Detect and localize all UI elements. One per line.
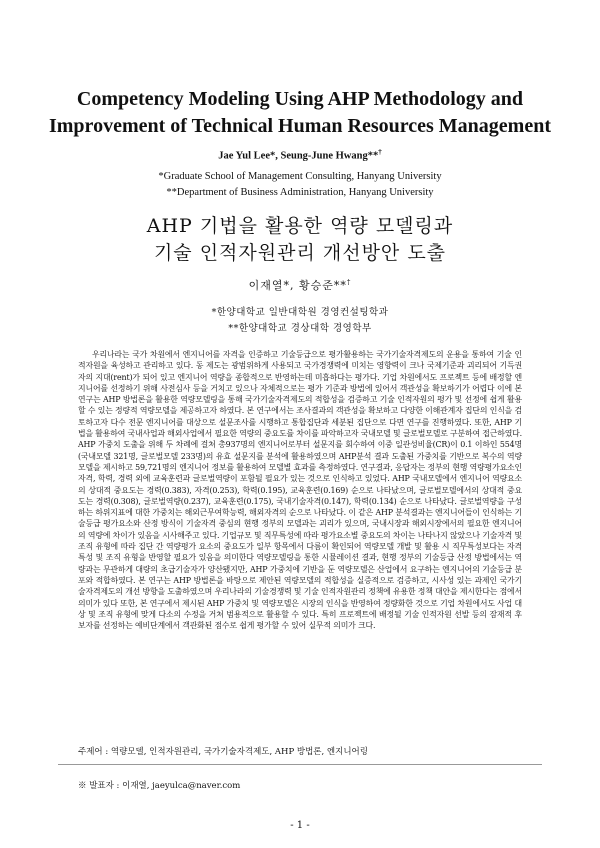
english-title-line-1: Competency Modeling Using AHP Methodology and: [76, 88, 524, 110]
presenter-label: ※ 발표자 :: [78, 781, 123, 791]
presenter-text: 이재열, jaeyulca@naver.com: [122, 781, 241, 791]
korean-title-line-1: AHP 기법을 활용한 역량 모델링과: [146, 215, 454, 237]
korean-authors-names: 이재열*, 황승준**: [248, 279, 347, 292]
english-title-line-2: Improvement of Technical Human Resources Management: [48, 115, 551, 137]
english-authors-names: Jae Yul Lee*, Seung-June Hwang**: [218, 150, 379, 162]
korean-title-line-2: 기술 인적자원관리 개선방안 도출: [153, 242, 447, 264]
korean-affiliation-2: **한양대학교 경상대학 경영학부: [228, 323, 372, 334]
abstract-body: 우리나라는 국가 차원에서 엔지니어를 자격을 인증하고 기술등급으로 평가활용하는 국가기술자격제도의 운용을 통하여 기술 인적자원을 육성하고 관리하고 있다. 동 제도는 광범위하게 사용되고 국가경쟁력에 미치는 영향력이 크나 국제기준과 괴리되어 기득권자의 지대(rent)가 되어 있고 엔지니어 역량을 종합적으로 반영하는데 미흡하다는 평가다. 기업 차원에서도 프로젝트 등에 배정할 엔지니어를 선정하기 위해 사전심사 등을 거치고 있으나 자체적으로는 평가 기준과 방법에 있어서 객관성을 확보하기가 어렵다 이에 본 연구는 AHP 방법론을 활용한 역량모델링을 통해 국가기술자격제도의 적합성을 검증하고 기술 인적자원의 평가 및 선정에 쉽게 활용할 수 있는 정량적 역량모델을 제공하고자 하였다. 본 연구에서는 조사결과의 객관성을 확보하고 다양한 이해관계자 집단의 인식을 검토하고자 다수 전문 엔지니어를 대상으로 설문조사를 시행하고 통합집단과 세분된 집단으로 다면 연구를 진행하였다. 또한, AHP 기법을 활용하여 국내사업과 해외사업에서 필요한 역량의 중요도를 차이를 파악하고자 국내모델 및 글로벌모델로 구분하여 접근하였다. AHP 가중치 도출을 위해 두 차례에 걸쳐 총937명의 엔지니어로부터 설문지를 회수하여 이중 일관성비율(CR)이 0.1 이하인 554명(국내모델 321명, 글로벌모델 233명)의 유효 설문지를 분석에 활용하였으며 AHP분석 결과 도출된 가중치를 기반으로 복수의 역량모델을 제시하고 59,721명의 엔지니어 정보를 활용하여 모델별 효과를 측정하였다. 연구결과, 응답자는 정부의 현행 역량평가요소인 자격, 학력, 경력 외에 교육훈련과 글로벌역량이 포함될 필요가 있는 것으로 인식하고 있었다. AHP 국내모델에서 엔지니어 역량요소의 상대적 중요도는 경력(0.383), 자격(0.253), 학력(0.195), 교육훈련(0.169) 순으로 나타났으며, 글로벌모델에서의 상대적 중요도는 경력(0.308), 글로벌역량(0.237), 교육훈련(0.175), 국내기술자격(0.147), 학력(0.134) 순으로 나타났다. 글로벌역량을 구성하는 하위지표에 대한 가중치는 해외근무여학능력, 해외자격의 순으로 나타났다. 이 같은 AHP 분석결과는 엔지니어들이 인식하는 기술등급 평가요소와 산정 방식이 기술자격 중심의 현행 정부의 모델과는 괴리가 있으며, 국내시장과 해외시장에서의 필요한 엔지니어의 역량에 차이가 있음을 시사해주고 있다. 기업규모 및 직무특성에 따라 평가요소별 중요도의 차이는 나타나지 않았으나 기술자격 및 조직 유형에 따라 집단 간 역량평가 요소의 중요도가 일부 항목에서 다름이 확인되어 역량모델 개발 및 활용 시 직무특성보다는 자격 특성 및 조직 유형을 반영할 필요가 있음을 의미한다 역량모델링을 통한 시뮬레이션 결과, 현행 정부의 기술등급 산정 방법에서는 역량과는 무관하게 대량의 초급기술자가 양산됐지만, AHP 가중치에 기반을 둔 역량모델은 산업에서 요구하는 엔지니어의 기술등급 분포와 적합하였다. 본 연구는 AHP 방법론을 바탕으로 제안된 역량모델의 적합성을 실증적으로 검증하고, 시사성 있는 과제인 국가기술자격제도의 개선 방향을 도출하였으며 우리나라의 기술경쟁력 및 기술 인적자원관리 정책에 유용한 정책 대안을 제시한다는 점에서 의미가 있다 또한, 본 연구에서 제시된 AHP 가중치 및 역량모델은 시장의 인식을 반영하여 정량화한 것으로 기업 차원에서도 사업 대상 및 조직 유형에 맞게 다소의 수정을 거쳐 범용적으로 활용할 수 있다. 특히 프로젝트에 배정될 기술 인적자원 선발 등의 잠재적 후보자를 선정하는 예비단계에서 객관화된 점수로 쉽게 평가할 수 있어 실무적 의미가 크다.: [78, 350, 522, 631]
corresponding-author-mark: †: [378, 148, 382, 156]
english-affiliation-1: *Graduate School of Management Consulting, Hanyang University: [158, 171, 442, 182]
english-affiliation-2: **Department of Business Administration, Hanyang University: [166, 187, 434, 198]
korean-affiliation-1: *한양대학교 일반대학원 경영컨설팅학과: [211, 307, 389, 318]
korean-authors: [0, 277, 600, 293]
keywords-label: 주제어 :: [78, 747, 111, 757]
keywords-text: 역량모델, 인적자원관리, 국가기술자격제도, AHP 방법론, 엔지니어링: [110, 747, 368, 757]
english-authors: [0, 148, 600, 162]
presenter-note: [78, 779, 522, 791]
keywords: [78, 745, 522, 757]
korean-title: [40, 213, 560, 267]
english-title: [40, 86, 560, 140]
footnote-divider: [58, 764, 542, 765]
page-number: - 1 -: [290, 820, 310, 831]
korean-corresponding-author-mark: †: [346, 278, 352, 287]
